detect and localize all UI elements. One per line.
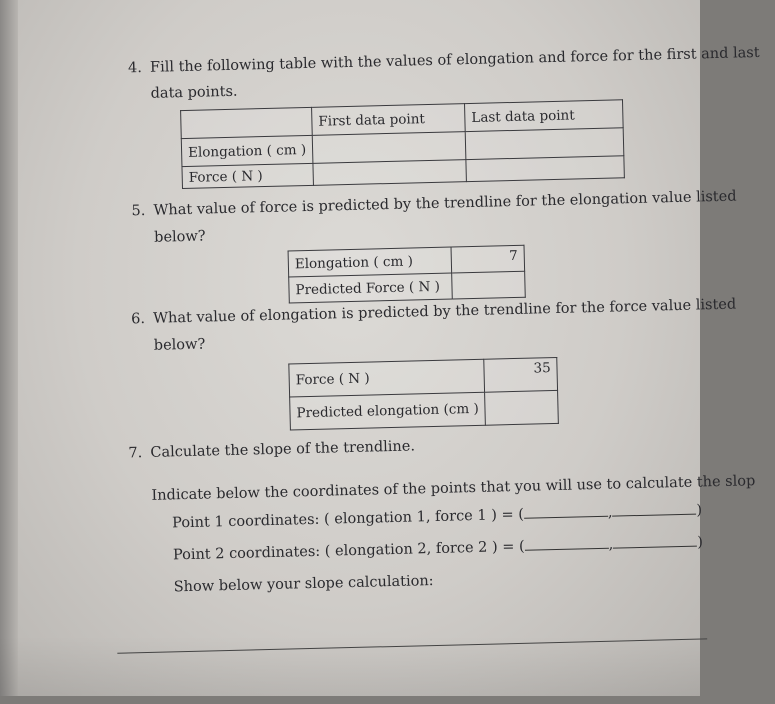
q4-cell-elongation-last[interactable] [465,128,624,160]
q7-point2 [173,535,703,562]
q7-point1-comma: , [607,504,613,521]
q7-line1 [128,439,415,460]
q5-value-elongation: 7 [451,245,525,273]
q5-row-predicted-force: Predicted Force ( N ) [289,273,453,303]
q7-point2-label: Point 2 coordinates: ( elongation 2, force 2 ) = ( [172,538,525,564]
q7-point2-close: ) [697,534,704,551]
q7-point1-close: ) [696,502,703,519]
q6-number: 6. [130,311,146,328]
q6-text: What value of elongation is predicted by the trendline for the force value listed [152,296,737,327]
q6-cell-predicted-elongation[interactable] [485,390,559,425]
q4-cell-force-first[interactable] [313,160,466,186]
q7-point1-force-blank[interactable] [612,504,696,517]
q4-row-elongation: Elongation ( cm ) [181,135,313,166]
q6-row-predicted-elongation: Predicted elongation (cm ) [290,392,486,430]
q4-text: Fill the following table with the values of elongation and force for the first and last [149,44,760,76]
q6-value-force: 35 [484,357,558,392]
q4-header-last: Last data point [465,100,624,132]
q7-point1 [172,503,702,530]
q5-table [288,245,526,304]
q7-point2-elongation-blank[interactable] [525,538,609,551]
q7-point2-force-blank[interactable] [613,536,697,549]
q5-text: What value of force is predicted by the trendline for the elongation value listed [153,188,737,219]
q4-row-force: Force ( N ) [182,163,314,188]
bottom-shadow [0,636,700,696]
q4-header-first: First data point [312,104,466,136]
q7-number: 7. [128,445,143,462]
q5-cell-predicted-force[interactable] [452,271,526,299]
q4-table-corner [181,107,313,138]
q7-point1-label: Point 1 coordinates: ( elongation 1, force 1 ) = ( [171,506,525,532]
q7-point2-comma: , [608,536,614,553]
q4-cell-force-last[interactable] [466,156,624,182]
q7-show: Show below your slope calculation: [173,573,434,596]
q5-number: 5. [131,202,146,220]
q7-indicate: Indicate below the coordinates of the points that you will use to calculate the slop [151,473,756,504]
q4-table [180,99,625,189]
q6-table [288,357,559,431]
q7-text: Calculate the slope of the trendline. [150,438,416,461]
q6-row-force: Force ( N ) [289,359,485,397]
q4-line2: data points. [150,83,238,102]
q5-line1 [131,190,736,219]
q5-row-elongation: Elongation ( cm ) [288,247,452,277]
q4-line1 [128,46,760,76]
q4-number: 4. [127,60,143,77]
q6-line2: below? [153,336,206,354]
q4-cell-elongation-first[interactable] [312,132,466,164]
q5-line2: below? [154,228,206,246]
q6-line1 [131,298,736,327]
q7-point1-elongation-blank[interactable] [524,506,608,519]
